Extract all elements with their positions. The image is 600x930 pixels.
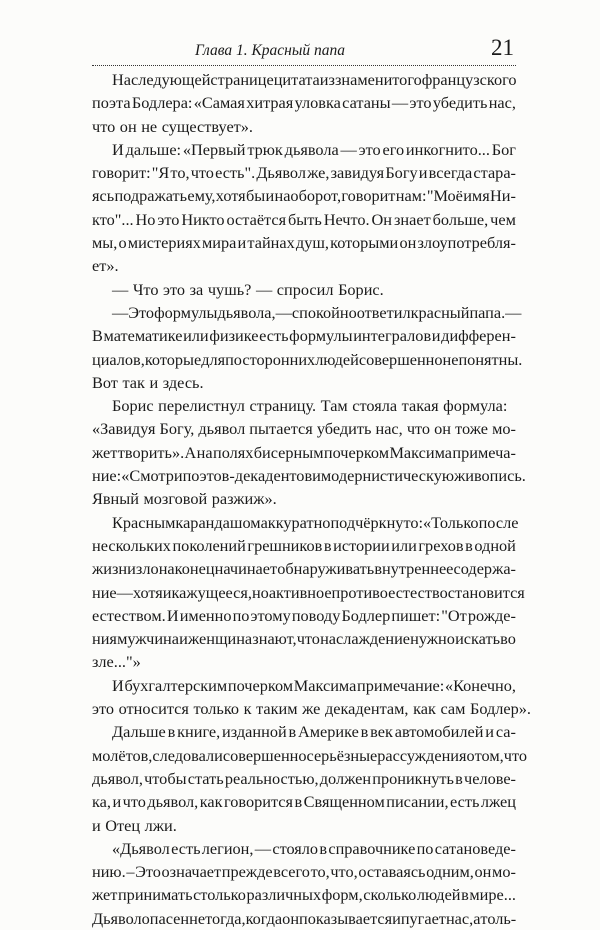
text-line: «Дьявол есть легион, — стояло в справочнике по сатановеде- <box>112 838 516 858</box>
text-line: Дьявол опасен не тогда, когда он показывается и пугает нас, а толь- <box>92 908 517 928</box>
text-line: ет». <box>92 256 119 276</box>
text-line: ние: «Смотри поэтов-декадентов и модернистическую живопись. <box>92 466 526 486</box>
text-line: «Завидуя Богу, дьявол пытается убедить нас, что он тоже мо- <box>92 419 516 439</box>
text-line: поэта Бодлера: «Самая хитрая уловка сатаны — это убедить нас, <box>92 93 516 113</box>
text-line: На следующей странице цитата из знаменитого французского <box>112 70 517 89</box>
text-line: мы, о мистериях мира и тайнах душ, которыми он злоупотребля- <box>92 233 516 253</box>
text-line: нескольких поколений грешников в истории или грехов в одной <box>92 535 516 555</box>
text-line: ние — хотя и кажущееся, но активное противоестество становится <box>92 582 525 602</box>
page-header <box>92 30 516 64</box>
text-line: Явный мозговой разжиж». <box>92 489 277 509</box>
text-line: нию. – Это означает прежде всего то, что, оставаясь одним, он мо- <box>92 862 516 882</box>
text-line: ка, и что дьявол, как говорится в Священном писании, есть лжец <box>92 792 516 812</box>
text-line: это относится только к таким же декадентам, как сам Бодлер». <box>92 699 531 719</box>
text-line: говорит: "Я то, что есть". Дьявол же, завидуя Богу и всегда стара- <box>92 163 516 183</box>
text-line: естеством. И именно по этому поводу Бодлер пишет: "От рожде- <box>92 605 516 625</box>
text-line: Борис перелистнул страницу. Там стояла такая формула: <box>112 396 508 416</box>
text-line: кто"... Но это Никто остаётся быть Нечто. Он знает больше, чем <box>92 209 516 229</box>
text-line: И дальше: «Первый трюк дьявола — это его инкогнито... Бог <box>112 139 516 159</box>
text-line: Дальше в книге, изданной в Америке в век автомобилей и са- <box>112 722 516 742</box>
text-line: ясь подражать ему, хотя бы и наоборот, говорит нам: "Моё имя Ни- <box>92 186 516 206</box>
text-line: что он не существует». <box>92 116 254 136</box>
text-line: И бухгалтерским почерком Максима примечание: «Конечно, <box>112 675 516 695</box>
text-line: Вот так и здесь. <box>92 372 204 392</box>
text-line: — Что это за чушь? — спросил Борис. <box>112 279 384 299</box>
text-line: Красным карандашом аккуратно подчёркнуто: «Только после <box>112 512 519 532</box>
text-line: В математике или физике есть формулы интегралов и дифферен- <box>92 326 516 346</box>
text-line: и Отец лжи. <box>92 815 177 835</box>
header-divider <box>92 65 516 66</box>
running-title: Глава 1. Красный папа <box>195 42 345 59</box>
text-line: зле..."» <box>92 652 141 672</box>
page-number: 21 <box>491 35 514 60</box>
text-line: жет творить». А на полях бисерным почерком Максима примеча- <box>92 442 516 462</box>
text-line: жет принимать столько различных форм, сколько людей в мире... <box>92 885 516 905</box>
text-line: — Это формулы дьявола, — спокойно ответил красный папа. — <box>112 302 522 322</box>
text-line: дьявол, чтобы стать реальностью, должен проникнуть в челове- <box>92 768 516 788</box>
text-line: жизни зло наконец начинает обнаруживать внутреннее содержа- <box>92 559 516 579</box>
text-line: циалов, которые для посторонних людей совершенно непонятны. <box>92 349 523 369</box>
body-text <box>92 68 531 930</box>
text-line: молётов, следовали совершенно серьёзные рассуждения о том, что <box>92 745 527 765</box>
text-line: ния мужчина и женщина знают, что наслаждение нужно искать во <box>92 629 516 649</box>
